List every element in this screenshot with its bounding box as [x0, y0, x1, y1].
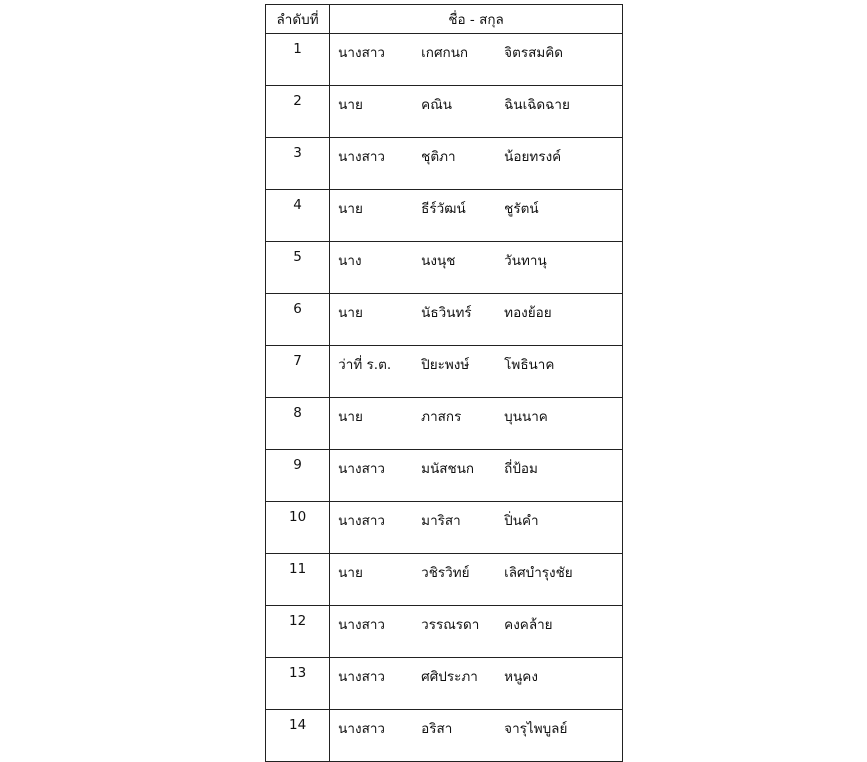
name-title: ว่าที่ ร.ต.	[338, 357, 392, 373]
name-title: นางสาว	[338, 721, 385, 737]
name-cell	[330, 398, 623, 450]
first-name: ธีร์วัฒน์	[421, 201, 466, 217]
row-number: 12	[266, 606, 330, 658]
last-name: เลิศบำรุงชัย	[504, 565, 573, 581]
row-number: 10	[266, 502, 330, 554]
last-name: ฉินเฉิดฉาย	[504, 97, 570, 113]
header-row	[266, 5, 623, 34]
table-row	[266, 190, 623, 242]
last-name: วันทานุ	[504, 253, 547, 269]
table-row	[266, 138, 623, 190]
table-row	[266, 346, 623, 398]
name-cell	[330, 242, 623, 294]
first-name: ชุติภา	[421, 149, 456, 165]
row-number: 3	[266, 138, 330, 190]
name-title: นาย	[338, 97, 363, 113]
name-cell	[330, 450, 623, 502]
name-title: นาย	[338, 409, 363, 425]
table-row	[266, 398, 623, 450]
first-name: ศศิประภา	[421, 669, 478, 685]
last-name: บุนนาค	[504, 409, 548, 425]
first-name: คณิน	[421, 97, 452, 113]
row-number: 5	[266, 242, 330, 294]
name-title: นาย	[338, 305, 363, 321]
header-name: ชื่อ - สกุล	[330, 5, 623, 34]
name-cell	[330, 710, 623, 762]
table-body	[266, 34, 623, 762]
name-cell	[330, 190, 623, 242]
name-cell	[330, 606, 623, 658]
name-cell	[330, 554, 623, 606]
first-name: มนัสชนก	[421, 461, 475, 477]
row-number: 8	[266, 398, 330, 450]
last-name: น้อยทรงค์	[504, 149, 562, 165]
first-name: ภาสกร	[421, 409, 462, 425]
name-list-table	[265, 4, 623, 762]
last-name: โพธินาค	[504, 357, 555, 373]
name-cell	[330, 34, 623, 86]
first-name: เกศกนก	[421, 45, 469, 61]
table-row	[266, 710, 623, 762]
row-number: 7	[266, 346, 330, 398]
name-cell	[330, 502, 623, 554]
last-name: ถี่ป้อม	[504, 461, 538, 477]
table-row	[266, 34, 623, 86]
first-name: มาริสา	[421, 513, 461, 529]
name-title: นาย	[338, 201, 363, 217]
last-name: คงคล้าย	[504, 617, 553, 633]
name-title: นางสาว	[338, 617, 385, 633]
last-name: หนูคง	[504, 669, 538, 685]
row-number: 6	[266, 294, 330, 346]
name-title: นางสาว	[338, 149, 385, 165]
first-name: ปิยะพงษ์	[421, 357, 470, 373]
first-name: อริสา	[421, 721, 453, 737]
name-title: นางสาว	[338, 45, 385, 61]
first-name: วชิรวิทย์	[421, 565, 470, 581]
row-number: 4	[266, 190, 330, 242]
name-title: นางสาว	[338, 669, 385, 685]
first-name: นงนุช	[421, 253, 456, 269]
table-row	[266, 242, 623, 294]
name-title: นาย	[338, 565, 363, 581]
row-number: 1	[266, 34, 330, 86]
name-cell	[330, 138, 623, 190]
row-number: 2	[266, 86, 330, 138]
name-cell	[330, 86, 623, 138]
table-row	[266, 658, 623, 710]
name-cell	[330, 658, 623, 710]
row-number: 13	[266, 658, 330, 710]
header-order: ลำดับที่	[266, 5, 330, 34]
table-row	[266, 554, 623, 606]
table-row	[266, 502, 623, 554]
name-cell	[330, 346, 623, 398]
name-title: นางสาว	[338, 461, 385, 477]
first-name: วรรณรดา	[421, 617, 480, 633]
name-cell	[330, 294, 623, 346]
table-row	[266, 294, 623, 346]
last-name: ชูรัตน์	[504, 201, 539, 217]
row-number: 14	[266, 710, 330, 762]
table-row	[266, 450, 623, 502]
name-title: นาง	[338, 253, 362, 269]
table-row	[266, 606, 623, 658]
last-name: จิตรสมคิด	[504, 45, 564, 61]
row-number: 11	[266, 554, 330, 606]
last-name: จารุไพบูลย์	[504, 721, 568, 737]
last-name: ปิ่นคำ	[504, 513, 539, 529]
last-name: ทองย้อย	[504, 305, 552, 321]
table-row	[266, 86, 623, 138]
name-title: นางสาว	[338, 513, 385, 529]
row-number: 9	[266, 450, 330, 502]
first-name: นัธวินทร์	[421, 305, 472, 321]
